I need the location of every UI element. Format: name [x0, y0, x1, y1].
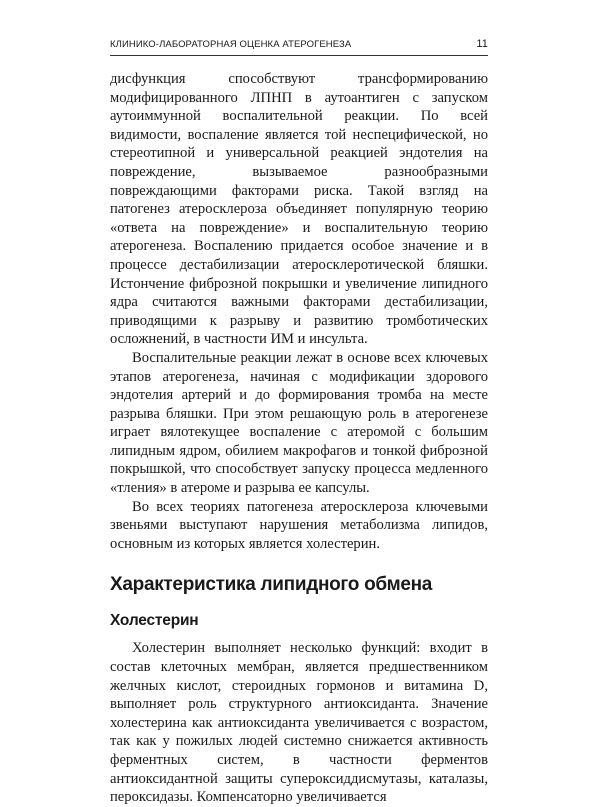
subsection-heading: Холестерин [110, 612, 199, 630]
page-number: 11 [476, 38, 488, 50]
paragraph-continued: дисфункция способствуют трансформированию модифицированного ЛПНП в аутоантиген с запуском аутоиммунной воспалительной реакции. По всей видимости, воспаление является той неспецифической, но стереотипной и универсальной реакцией эндотелия на повреждение, вызываемое разнообразными повреждающими факторами риска. Такой взгляд на патогенез атеросклероза объединяет популярную теорию «ответа на повреждение» и воспалительную теорию атерогенеза. Воспалению придается особое значение и в процессе дестабилизации атеросклеротической бляшки. Истончение фиброзной покрышки и увеличение липидного ядра считаются важными факторами дестабилизации, приводящими к разрыву и развитию тромботических осложнений, в частности ИМ и инсульта. [110, 71, 488, 348]
section-heading: Характеристика липидного обмена [110, 574, 433, 596]
paragraph: Во всех теориях патогенеза атеросклероза ключевыми звеньями выступают нарушения метаболизма липидов, основным из которых является холестерин. [110, 498, 488, 552]
running-title: КЛИНИКО-ЛАБОРАТОРНАЯ ОЦЕНКА АТЕРОГЕНЕЗА [110, 39, 352, 50]
paragraph: Холестерин выполняет несколько функций: входит в состав клеточных мембран, является предшественником желчных кислот, стероидных гормонов и витамина D, выполняет роль структурного антиоксиданта. Значение холестерина как антиоксиданта увеличивается с возрастом, так как у пожилых людей системно снижается активность ферментных систем, в частности ферментов антиоксидантной защиты супероксиддисмутазы, каталазы, пероксидазы. Компенсаторно увеличивается [110, 640, 488, 806]
body-text [110, 70, 488, 807]
paragraph: Воспалительные реакции лежат в основе всех ключевых этапов атерогенеза, начиная с модификации здорового эндотелия артерий и до формирования тромба на месте разрыва бляшки. При этом решающую роль в атерогенезе играет вялотекущее воспаление с атеромой с большим липидным ядром, обилием макрофагов и тонкой фиброзной покрышкой, что способствует запуску процесса медленного «тления» в атероме и разрыва ее капсулы. [110, 349, 488, 497]
book-page [110, 38, 488, 807]
running-head [110, 38, 488, 56]
